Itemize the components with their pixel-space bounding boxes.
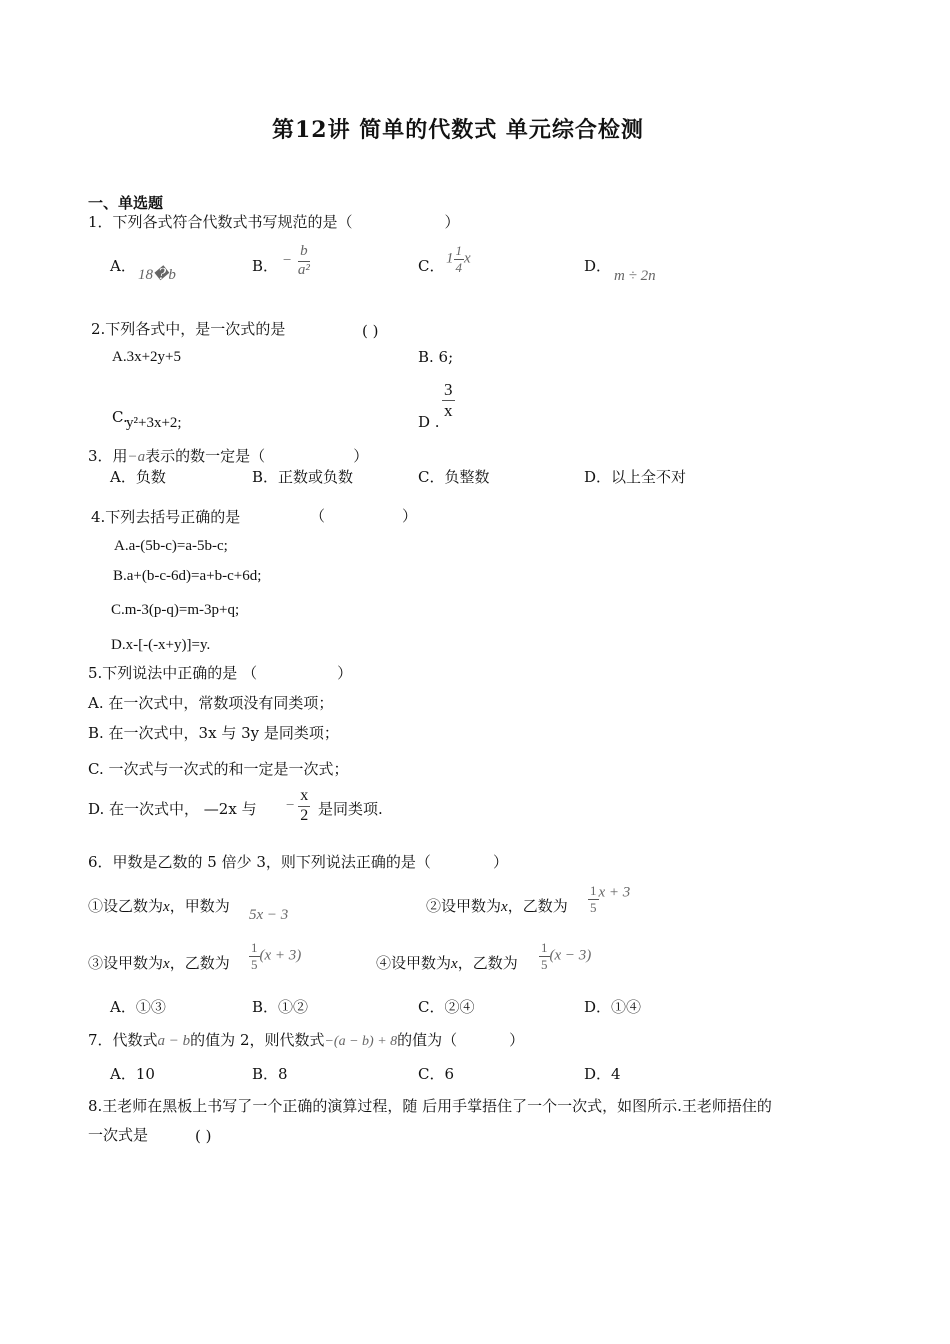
q7-option-c: C．6 [418,1065,455,1083]
q6-option-c: C．②④ [418,998,475,1016]
q5-option-d-post: 是同类项. [318,800,383,818]
q8-stem-line-1: 8.王老师在黑板上书写了一个正确的演算过程，随 后用手掌捂住了一个一次式，如图所示.王老师捂住的 [88,1097,772,1115]
q2-stem: 2.下列各式中，是一次式的是 [91,320,286,338]
page-title: 第12讲 简单的代数式 单元综合检测 [272,117,644,143]
q6-statement-4: ④设甲数为x，乙数为 [376,954,518,972]
q3-option-a: A．负数 [110,468,166,486]
q5-option-d-text: D. 在一次式中， —2x 与 [88,800,257,818]
q4-paren-open: （ [310,507,326,525]
q2-option-c-expr: y²+3x+2; [126,415,182,431]
q4-stem: 4.下列去括号正确的是 [91,508,241,526]
q3-option-c: C．负整数 [418,468,490,486]
q2-option-b: B. 6; [418,348,454,366]
q6-statement-1-expr: 5x − 3 [249,907,289,923]
q6-option-d: D．①④ [584,998,642,1016]
q4-option-c: C.m-3(p-q)=m-3p+q; [111,602,240,618]
q1-option-a-expr: 18�b [138,267,176,283]
q8-stem-line-2: 一次式是 [88,1126,149,1144]
q3-option-d: D．以上全不对 [584,468,687,486]
q4-option-a: A.a-(5b-c)=a-5b-c; [114,538,228,554]
q5-option-d-fraction: − $\frac{x}{2}$ [286,787,309,824]
q6-statement-3: ③设甲数为x，乙数为 [88,954,230,972]
q4-option-b: B.a+(b-c-6d)=a+b-c+6d; [113,568,262,584]
q5-option-a: A. 在一次式中，常数项没有同类项； [88,694,334,712]
q4-option-d: D.x-[-(-x+y)]=y. [111,637,211,653]
q6-option-a: A．①③ [110,998,166,1016]
q6-statement-3-expr: $\frac{1}{5}$ (x + 3) [251,940,302,972]
q8-paren: ( ) [195,1127,212,1145]
q1-option-b-label: B． [252,257,279,275]
q1-option-c-expr: 1 $\frac{1}{4}$ x [446,243,471,275]
q3-stem: 3．用−a表示的数一定是（ ） [88,447,369,465]
q5-option-b: B. 在一次式中，3x 与 3y 是同类项； [88,724,339,742]
q2-option-a: A.3x+2y+5 [112,349,182,365]
q5-stem: 5.下列说法中正确的是 （ ） [88,664,353,682]
q7-option-b: B．8 [252,1065,288,1083]
q6-stem: 6．甲数是乙数的 5 倍少 3，则下列说法正确的是（ ） [88,853,508,871]
q2-option-d-expr: $\frac{3}{x}$ [444,380,453,420]
q5-option-c: C. 一次式与一次式的和一定是一次式； [88,760,349,778]
q1-option-d-label: D． [584,257,612,275]
q1-option-d-expr: m ÷ 2n [614,268,656,284]
q6-option-b: B．①② [252,998,309,1016]
q1-option-b-expr: − $\frac{b}{\text{a²}}$ [282,243,310,278]
q2-option-c-label: C. [112,408,128,426]
q7-option-d: D．4 [584,1065,621,1083]
q1-stem: 1．下列各式符合代数式书写规范的是（ ） [88,213,460,231]
q2-option-d-label: D . [418,413,440,431]
q4-paren-close: ） [402,507,418,525]
q2-paren: ( ) [362,322,379,340]
section-heading: 一、单选题 [88,194,164,212]
q6-statement-4-expr: $\frac{1}{5}$ (x − 3) [541,940,592,972]
q1-option-a-label: A． [110,257,136,275]
q3-option-b: B．正数或负数 [252,468,354,486]
q6-statement-2-expr: $\frac{1}{5}$ x + 3 [590,883,631,915]
q6-statement-1: ①设乙数为x，甲数为 [88,897,230,915]
q6-statement-2: ②设甲数为x，乙数为 [426,897,568,915]
q7-stem: 7．代数式a − b的值为 2，则代数式−(a − b) + 8的值为（ ） [88,1031,525,1049]
q1-option-c-label: C． [418,257,445,275]
q7-option-a: A．10 [110,1065,155,1083]
